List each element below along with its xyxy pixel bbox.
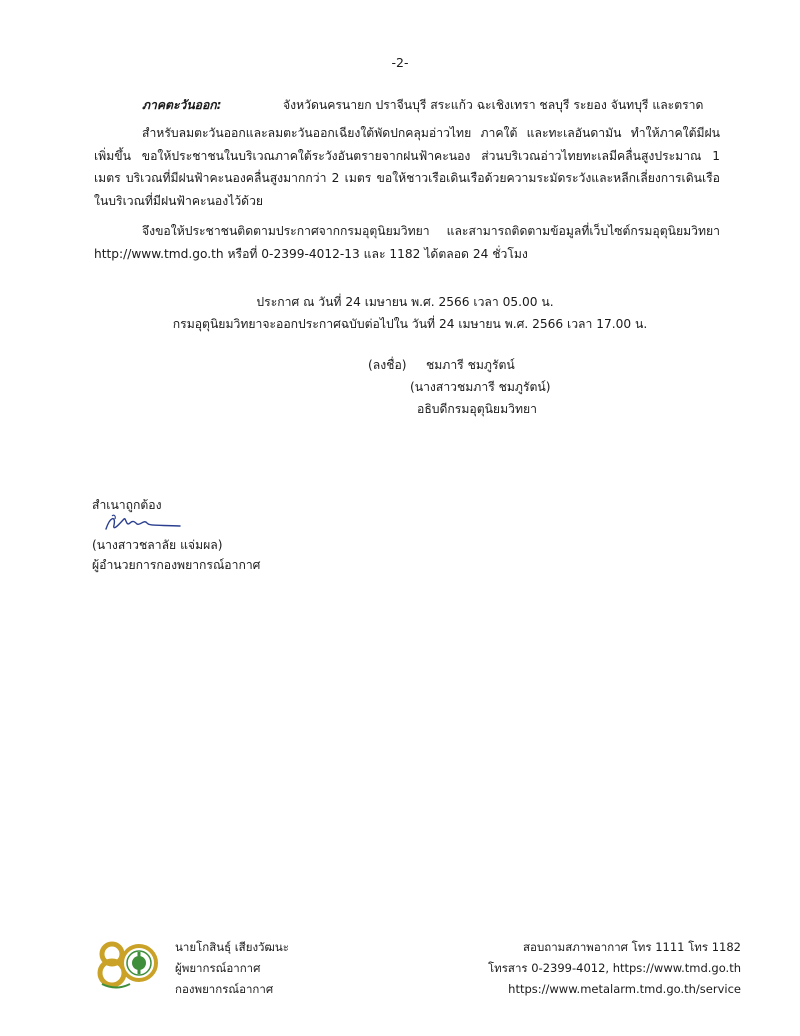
paragraph-follow-updates: [94, 220, 720, 265]
signed-prefix: (ลงชื่อ): [368, 358, 407, 372]
contact-phone: สอบถามสภาพอากาศ โทร 1111 โทร 1182: [523, 940, 741, 954]
signature-block: [368, 354, 551, 420]
region-line: [142, 96, 703, 115]
tmd-80th-anniversary-logo-icon: [94, 935, 158, 997]
region-label: ภาคตะวันออก:: [142, 98, 222, 112]
certified-copy-block: [92, 495, 260, 575]
paragraph-follow-updates-text: จึงขอให้ประชาชนติดตามประกาศจากกรมอุตุนิยมวิทยา และสามารถติดตามข้อมูลที่เว็บไซต์กรมอุตุนิยมวิทยา http://www.tmd.go.th หรือที่ 0-2399-4012-13 และ 1182 ได้ตลอด 24 ชั่วโมง: [94, 224, 720, 261]
footer: [0, 935, 800, 1005]
forecaster-division: กองพยากรณ์อากาศ: [175, 982, 274, 996]
contact-info: [488, 937, 741, 1000]
forecaster-name: นายโกสินธุ์ เสียงวัฒนะ: [175, 940, 289, 954]
signer-title: อธิบดีกรมอุตุนิยมวิทยา: [417, 402, 537, 416]
contact-fax-website: โทรสาร 0-2399-4012, https://www.tmd.go.th: [488, 961, 741, 975]
certified-label: สำเนาถูกต้อง: [92, 498, 162, 512]
forecaster-info: [175, 937, 289, 1000]
certified-name: (นางสาวชลาลัย แจ่มผล): [92, 538, 223, 552]
signed-row: [368, 354, 551, 376]
issued-datetime: ประกาศ ณ วันที่ 24 เมษายน พ.ศ. 2566 เวลา 05.00 น.: [256, 295, 554, 309]
certified-title: ผู้อำนวยการกองพยากรณ์อากาศ: [92, 558, 261, 572]
forecaster-role: ผู้พยากรณ์อากาศ: [175, 961, 261, 975]
paragraph-wind-warning: [94, 122, 720, 212]
signer-full-name: (นางสาวชมภารี ชมภูรัตน์): [410, 380, 551, 394]
signed-name: ชมภารี ชมภูรัตน์: [426, 358, 515, 372]
paragraph-wind-warning-text: สำหรับลมตะวันออกและลมตะวันออกเฉียงใต้พัดปกคลุมอ่าวไทย ภาคใต้ และทะเลอันดามัน ทำให้ภาคใต้มีฝนเพิ่มขึ้น ขอให้ประชาชนในบริเวณภาคใต้ระวังอันตรายจากฝนฟ้าคะนอง ส่วนบริเวณอ่าวไทยทะเลมีคลื่นสูงประมาณ 1 เมตร บริเวณที่มีฝนฟ้าคะนองคลื่นสูงมากกว่า 2 เมตร ขอให้ชาวเรือเดินเรือด้วยความระมัดระวังและหลีกเลี่ยงการเดินเรือในบริเวณที่มีฝนฟ้าคะนองไว้ด้วย: [94, 126, 720, 208]
next-announcement: กรมอุตุนิยมวิทยาจะออกประกาศฉบับต่อไปใน วันที่ 24 เมษายน พ.ศ. 2566 เวลา 17.00 น.: [172, 317, 648, 331]
page-number: -2-: [391, 55, 409, 70]
handwritten-signature-icon: [102, 513, 182, 535]
contact-service-link[interactable]: https://www.metalarm.tmd.go.th/service: [508, 982, 741, 996]
region-provinces: จังหวัดนครนายก ปราจีนบุรี สระแก้ว ฉะเชิงเทรา ชลบุรี ระยอง จันทบุรี และตราด: [283, 98, 704, 112]
